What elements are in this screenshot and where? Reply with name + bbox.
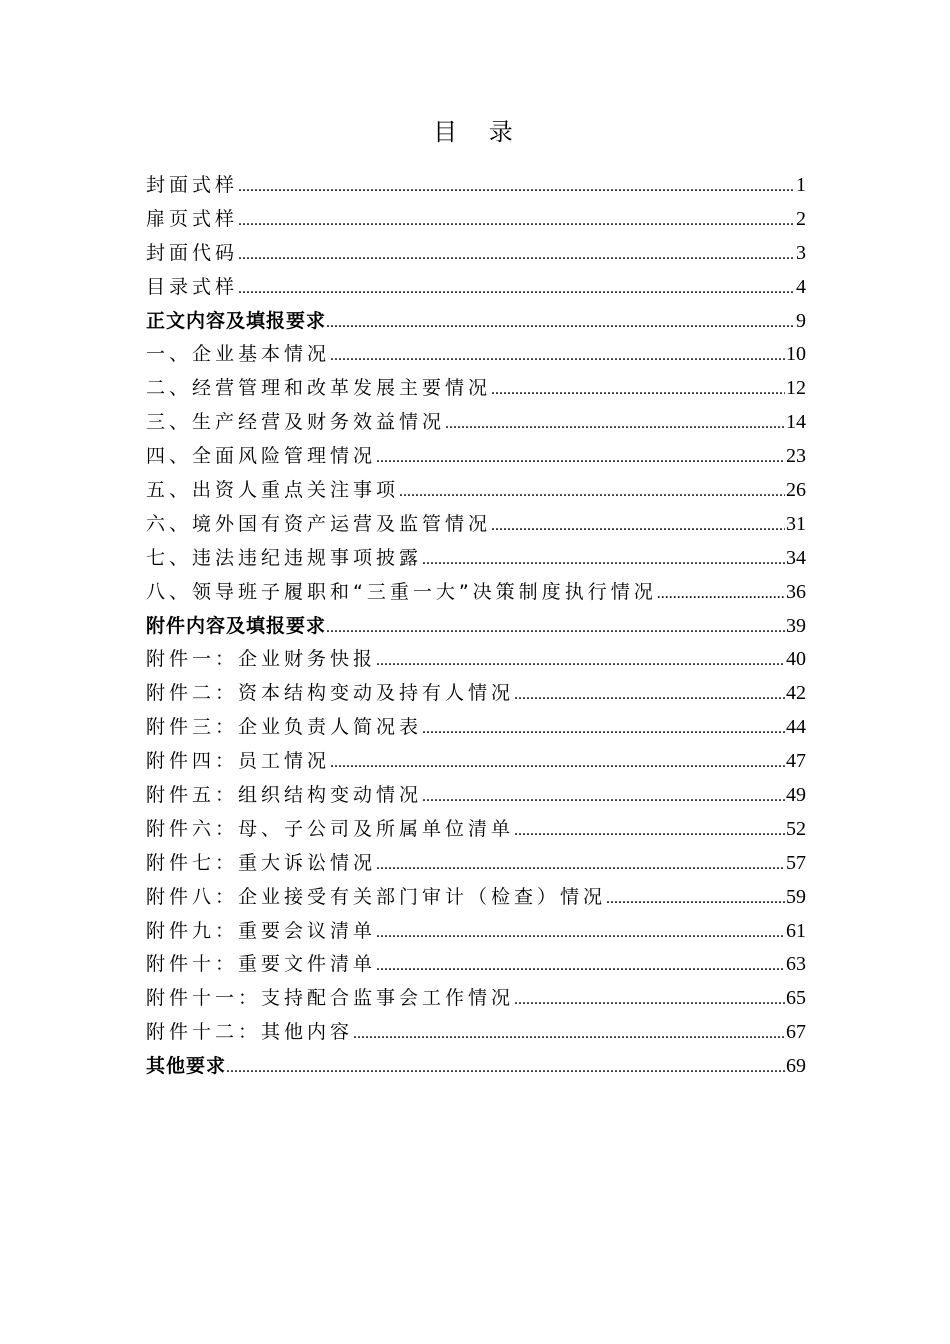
toc-page-number: 57 xyxy=(786,851,806,874)
toc-dot-leader xyxy=(376,949,785,983)
toc-page-number: 49 xyxy=(786,784,806,807)
toc-entry[interactable] xyxy=(146,948,806,982)
toc-dot-leader xyxy=(238,272,795,306)
toc-dot-leader xyxy=(330,746,785,780)
toc-page-number: 1 xyxy=(796,174,806,196)
toc-dot-leader xyxy=(226,1051,785,1085)
toc-entry[interactable] xyxy=(146,677,806,711)
toc-page-number: 69 xyxy=(786,1055,806,1078)
toc-page-number: 39 xyxy=(786,614,806,637)
toc-entry-label: 附件四：员工情况 xyxy=(146,750,331,773)
toc-page-number: 61 xyxy=(786,919,806,942)
toc-entry-label: 附件十一：支持配合监事会工作情况 xyxy=(146,987,515,1010)
toc-page-number: 52 xyxy=(786,817,806,840)
toc-page-number: 9 xyxy=(796,309,806,332)
toc-dot-leader xyxy=(491,373,785,407)
toc-entry-label: 四、全面风险管理情况 xyxy=(146,445,377,468)
toc-entry[interactable] xyxy=(146,305,806,339)
toc-dot-leader xyxy=(606,882,785,916)
toc-dot-leader xyxy=(326,306,795,340)
toc-dot-leader xyxy=(376,848,785,882)
toc-entry[interactable] xyxy=(146,169,806,203)
toc-entry-label: 附件一：企业财务快报 xyxy=(146,648,377,671)
toc-entry[interactable] xyxy=(146,542,806,576)
toc-entry[interactable] xyxy=(146,576,806,610)
toc-page-number: 59 xyxy=(786,885,806,908)
toc-entry-label: 附件五：组织结构变动情况 xyxy=(146,784,423,807)
toc-entry[interactable] xyxy=(146,271,806,305)
toc-entry-label: 七、违法违纪违规事项披露 xyxy=(146,546,423,569)
toc-entry-label: 附件十：重要文件清单 xyxy=(146,953,377,976)
toc-entry-label: 扉页式样 xyxy=(146,207,239,230)
toc-dot-leader xyxy=(514,678,785,712)
toc-entry[interactable] xyxy=(146,1016,806,1050)
toc-page-number: 65 xyxy=(786,987,806,1010)
toc-page-number: 12 xyxy=(786,377,806,400)
toc-dot-leader xyxy=(445,407,785,441)
toc-page-number: 42 xyxy=(786,682,806,705)
toc-entry[interactable] xyxy=(146,643,806,677)
toc-dot-leader xyxy=(376,441,785,475)
toc-page-number: 4 xyxy=(796,275,806,298)
toc-entry[interactable] xyxy=(146,372,806,406)
toc-entry[interactable] xyxy=(146,745,806,779)
toc-entry[interactable] xyxy=(146,440,806,474)
toc-entry[interactable] xyxy=(146,338,806,372)
toc-page-number: 67 xyxy=(786,1021,806,1044)
toc-dot-leader xyxy=(491,509,785,543)
toc-entry-label: 附件八：企业接受有关部门审计（检查）情况 xyxy=(146,885,607,908)
toc-entry-label: 五、出资人重点关注事项 xyxy=(146,479,400,502)
toc-dot-leader xyxy=(238,170,795,204)
toc-dot-leader xyxy=(422,780,785,814)
toc-entry-label: 封面代码 xyxy=(146,241,239,264)
toc-dot-leader xyxy=(657,577,785,611)
toc-dot-leader xyxy=(514,983,785,1017)
toc-entry-label: 目录式样 xyxy=(146,275,239,298)
toc-entry-label: 其他要求 xyxy=(146,1055,227,1078)
toc-entry[interactable] xyxy=(146,813,806,847)
toc-entry[interactable] xyxy=(146,203,806,237)
toc-page-number: 31 xyxy=(786,512,806,535)
toc-page-number: 23 xyxy=(786,445,806,468)
toc-dot-leader xyxy=(238,238,795,272)
toc-entry-label: 正文内容及填报要求 xyxy=(146,309,327,332)
toc-page-number: 34 xyxy=(786,546,806,569)
toc-dot-leader xyxy=(376,644,785,678)
toc-dot-leader xyxy=(422,543,785,577)
toc-page-number: 40 xyxy=(786,648,806,671)
page-title: 目 录 xyxy=(433,118,525,146)
toc-entry[interactable] xyxy=(146,474,806,508)
toc-dot-leader xyxy=(330,339,785,373)
toc-entry-label: 附件十二：其他内容 xyxy=(146,1021,354,1044)
toc-entry[interactable] xyxy=(146,847,806,881)
toc-dot-leader xyxy=(326,611,785,645)
toc-entry-label: 附件六：母、子公司及所属单位清单 xyxy=(146,817,515,840)
toc-entry[interactable] xyxy=(146,610,806,644)
toc-page-number: 3 xyxy=(796,241,806,264)
toc-entry-label: 八、领导班子履职和“三重一大”决策制度执行情况 xyxy=(146,580,657,603)
toc-entry[interactable] xyxy=(146,508,806,542)
toc-page-number: 14 xyxy=(786,411,806,434)
toc-dot-leader xyxy=(376,916,785,950)
toc-dot-leader xyxy=(514,814,785,848)
table-of-contents xyxy=(146,169,806,1084)
toc-entry[interactable] xyxy=(146,982,806,1016)
toc-entry-label: 封面式样 xyxy=(146,174,239,196)
toc-entry-label: 三、生产经营及财务效益情况 xyxy=(146,411,446,434)
toc-entry-label: 六、境外国有资产运营及监管情况 xyxy=(146,512,492,535)
toc-entry[interactable] xyxy=(146,915,806,949)
toc-dot-leader xyxy=(399,475,785,509)
toc-entry[interactable] xyxy=(146,1050,806,1084)
toc-page-number: 47 xyxy=(786,750,806,773)
toc-entry[interactable] xyxy=(146,406,806,440)
toc-entry-label: 附件七：重大诉讼情况 xyxy=(146,851,377,874)
toc-page-number: 26 xyxy=(786,479,806,502)
toc-entry[interactable] xyxy=(146,779,806,813)
toc-entry-label: 一、企业基本情况 xyxy=(146,343,331,366)
toc-entry[interactable] xyxy=(146,881,806,915)
toc-entry-label: 附件二：资本结构变动及持有人情况 xyxy=(146,682,515,705)
toc-entry-label: 二、经营管理和改革发展主要情况 xyxy=(146,377,492,400)
toc-entry[interactable] xyxy=(146,237,806,271)
toc-page-number: 63 xyxy=(786,953,806,976)
toc-entry[interactable] xyxy=(146,711,806,745)
toc-entry-label: 附件九：重要会议清单 xyxy=(146,919,377,942)
toc-page-number: 10 xyxy=(786,343,806,366)
toc-page-number: 2 xyxy=(796,207,806,230)
toc-entry-label: 附件三：企业负责人简况表 xyxy=(146,716,423,739)
toc-dot-leader xyxy=(422,712,785,746)
toc-page-number: 44 xyxy=(786,716,806,739)
toc-dot-leader xyxy=(238,204,795,238)
toc-dot-leader xyxy=(353,1017,785,1051)
toc-entry-label: 附件内容及填报要求 xyxy=(146,614,327,637)
toc-page-number: 36 xyxy=(786,580,806,603)
